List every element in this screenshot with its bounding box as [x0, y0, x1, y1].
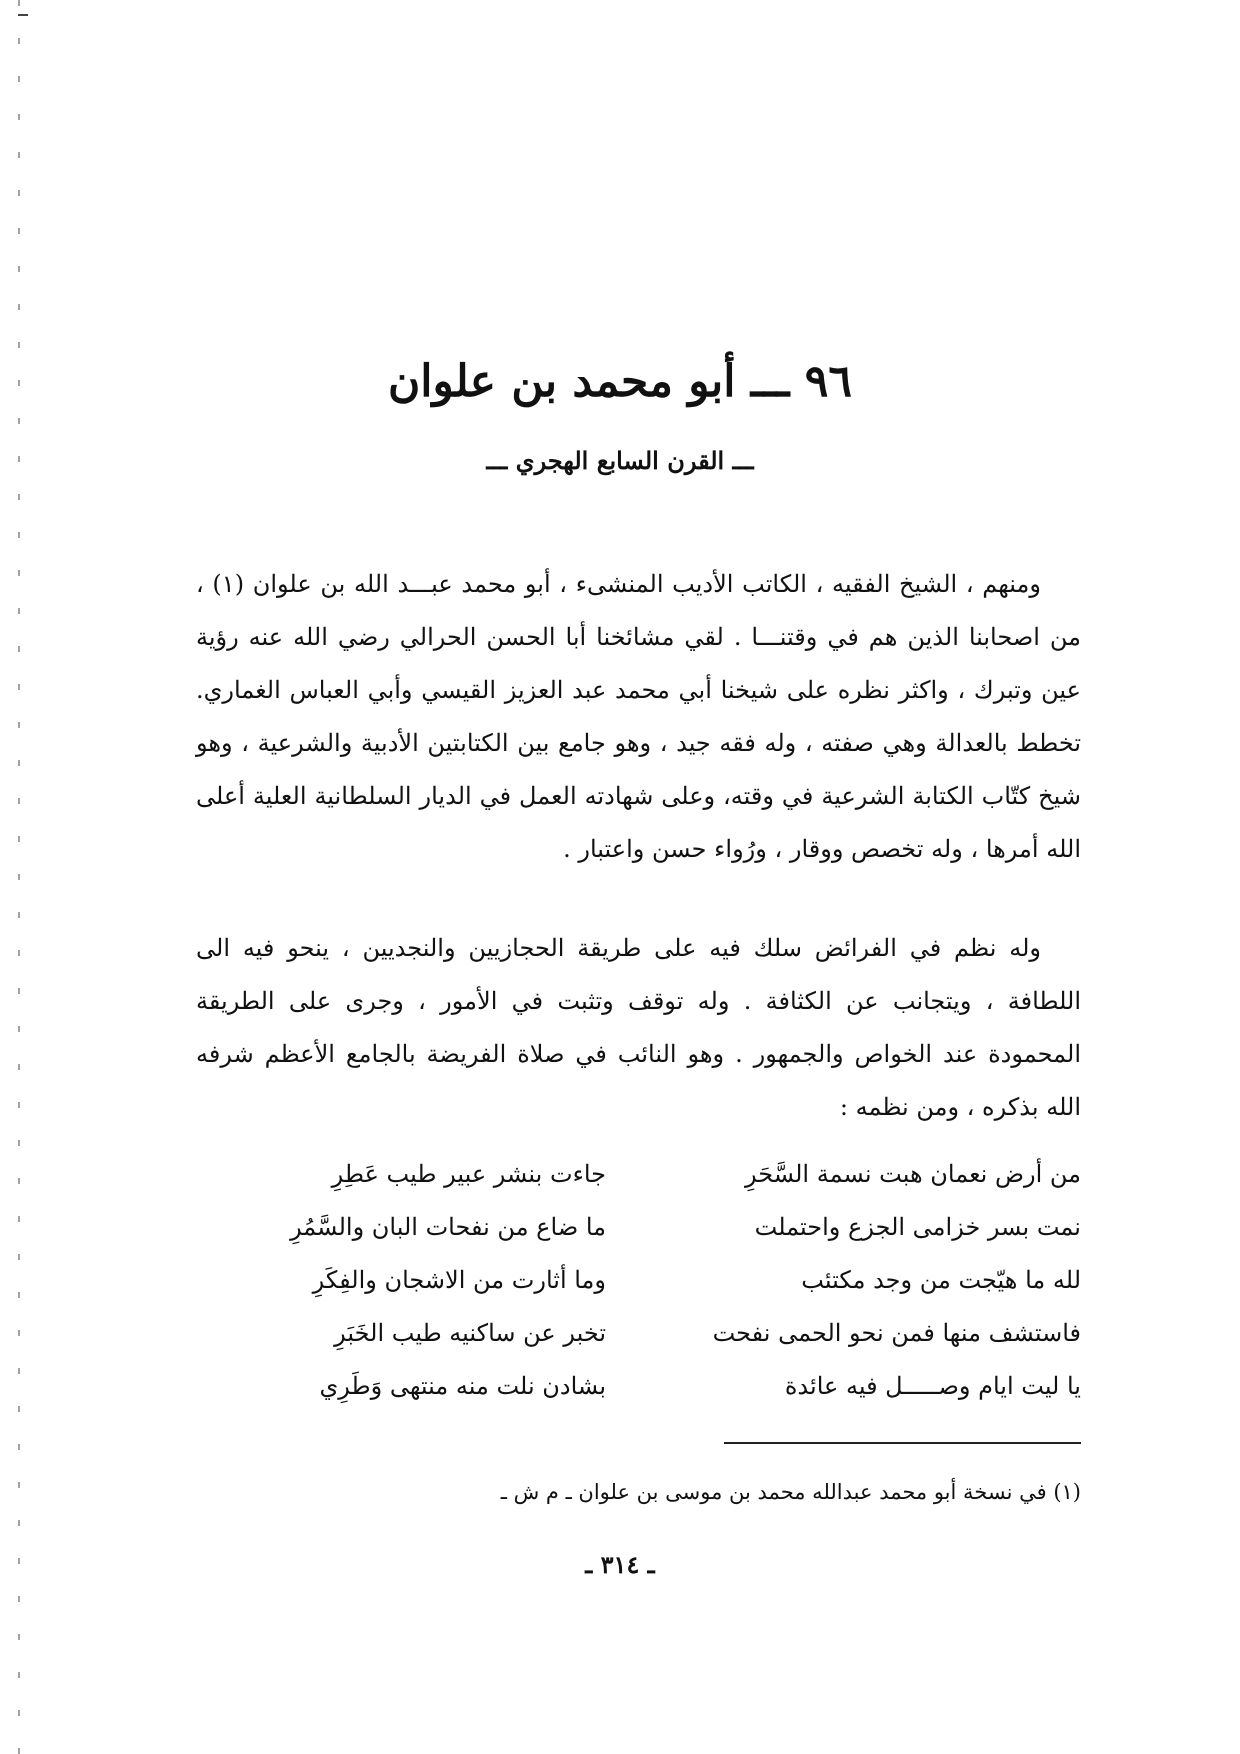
entry-subtitle: ـــ القرن السابع الهجري ـــ: [486, 446, 754, 475]
poem-second-hemistich: ما ضاع من نفحات البان والسَّمُرِ: [290, 1213, 606, 1241]
page-number: ـ ٣١٤ ـ: [585, 1550, 655, 1579]
footnote-divider: [724, 1442, 1081, 1444]
scan-corner-mark: [18, 14, 28, 16]
poem-line: [196, 1254, 1081, 1307]
poem-line: [196, 1307, 1081, 1360]
footnote: (١) في نسخة أبو محمد عبدالله محمد بن موسى بن علوان ـ م ش ـ: [500, 1480, 1081, 1504]
poem-second-hemistich: جاءت بنشر عبير طيب عَطِرِ: [331, 1160, 606, 1188]
poem-line: [196, 1148, 1081, 1201]
poem-first-hemistich: فاستشف منها فمن نحو الحمى نفحت: [712, 1319, 1081, 1347]
poem-second-hemistich: بشادن نلت منه منتهى وَطَرِي: [319, 1372, 606, 1400]
paragraph-1: [196, 558, 1081, 876]
poem-first-hemistich: نمت بسر خزامى الجزع واحتملت: [754, 1213, 1081, 1241]
paragraph-text: وله نظم في الفرائض سلك فيه على طريقة الحجازيين والنجديين ، ينحو فيه الى اللطافة ، ويتجانب عن الكثافة . وله توقف وتثبت في الأمور ، وجرى على الطريقة المحمودة عند الخواص والجمهور . وهو النائب في صلاة الفريضة بالجامع الأعظم شرفه الله بذكره ، ومن نظمه :: [196, 934, 1081, 1121]
poem-first-hemistich: من أرض نعمان هبت نسمة السَّحَرِ: [744, 1160, 1081, 1188]
poem-line: [196, 1360, 1081, 1413]
poem-first-hemistich: يا ليت ايام وصـــــل فيه عائدة: [784, 1372, 1081, 1400]
poem-first-hemistich: لله ما هيّجت من وجد مكتئب: [801, 1266, 1081, 1294]
poem-line: [196, 1201, 1081, 1254]
poem: [196, 1148, 1081, 1413]
scan-edge-artifact: [18, 0, 20, 1754]
poem-second-hemistich: وما أثارت من الاشجان والفِكَرِ: [312, 1266, 606, 1294]
paragraph-text: ومنهم ، الشيخ الفقيه ، الكاتب الأديب المنشىء ، أبو محمد عبـــد الله بن علوان (١) ، من اصحابنا الذين هم في وقتنـــا . لقي مشائخنا أبا الحسن الحرالي رضي الله عنه رؤية عين وتبرك ، واكثر نظره على شيخنا أبي محمد عبد العزيز القيسي وأبي العباس الغماري. تخطط بالعدالة وهي صفته ، وله فقه جيد ، وهو جامع بين الكتابتين الأدبية والشرعية ، وهو شيخ كتّاب الكتابة الشرعية في وقته، وعلى شهادته العمل في الديار السلطانية العلية أعلى الله أمرها ، وله تخصص ووقار ، ورُواء حسن واعتبار .: [196, 570, 1081, 863]
paragraph-2: [196, 922, 1081, 1134]
poem-second-hemistich: تخبر عن ساكنيه طيب الخَبَرِ: [334, 1319, 606, 1347]
entry-title: ٩٦ ـــ أبو محمد بن علوان: [387, 356, 853, 407]
